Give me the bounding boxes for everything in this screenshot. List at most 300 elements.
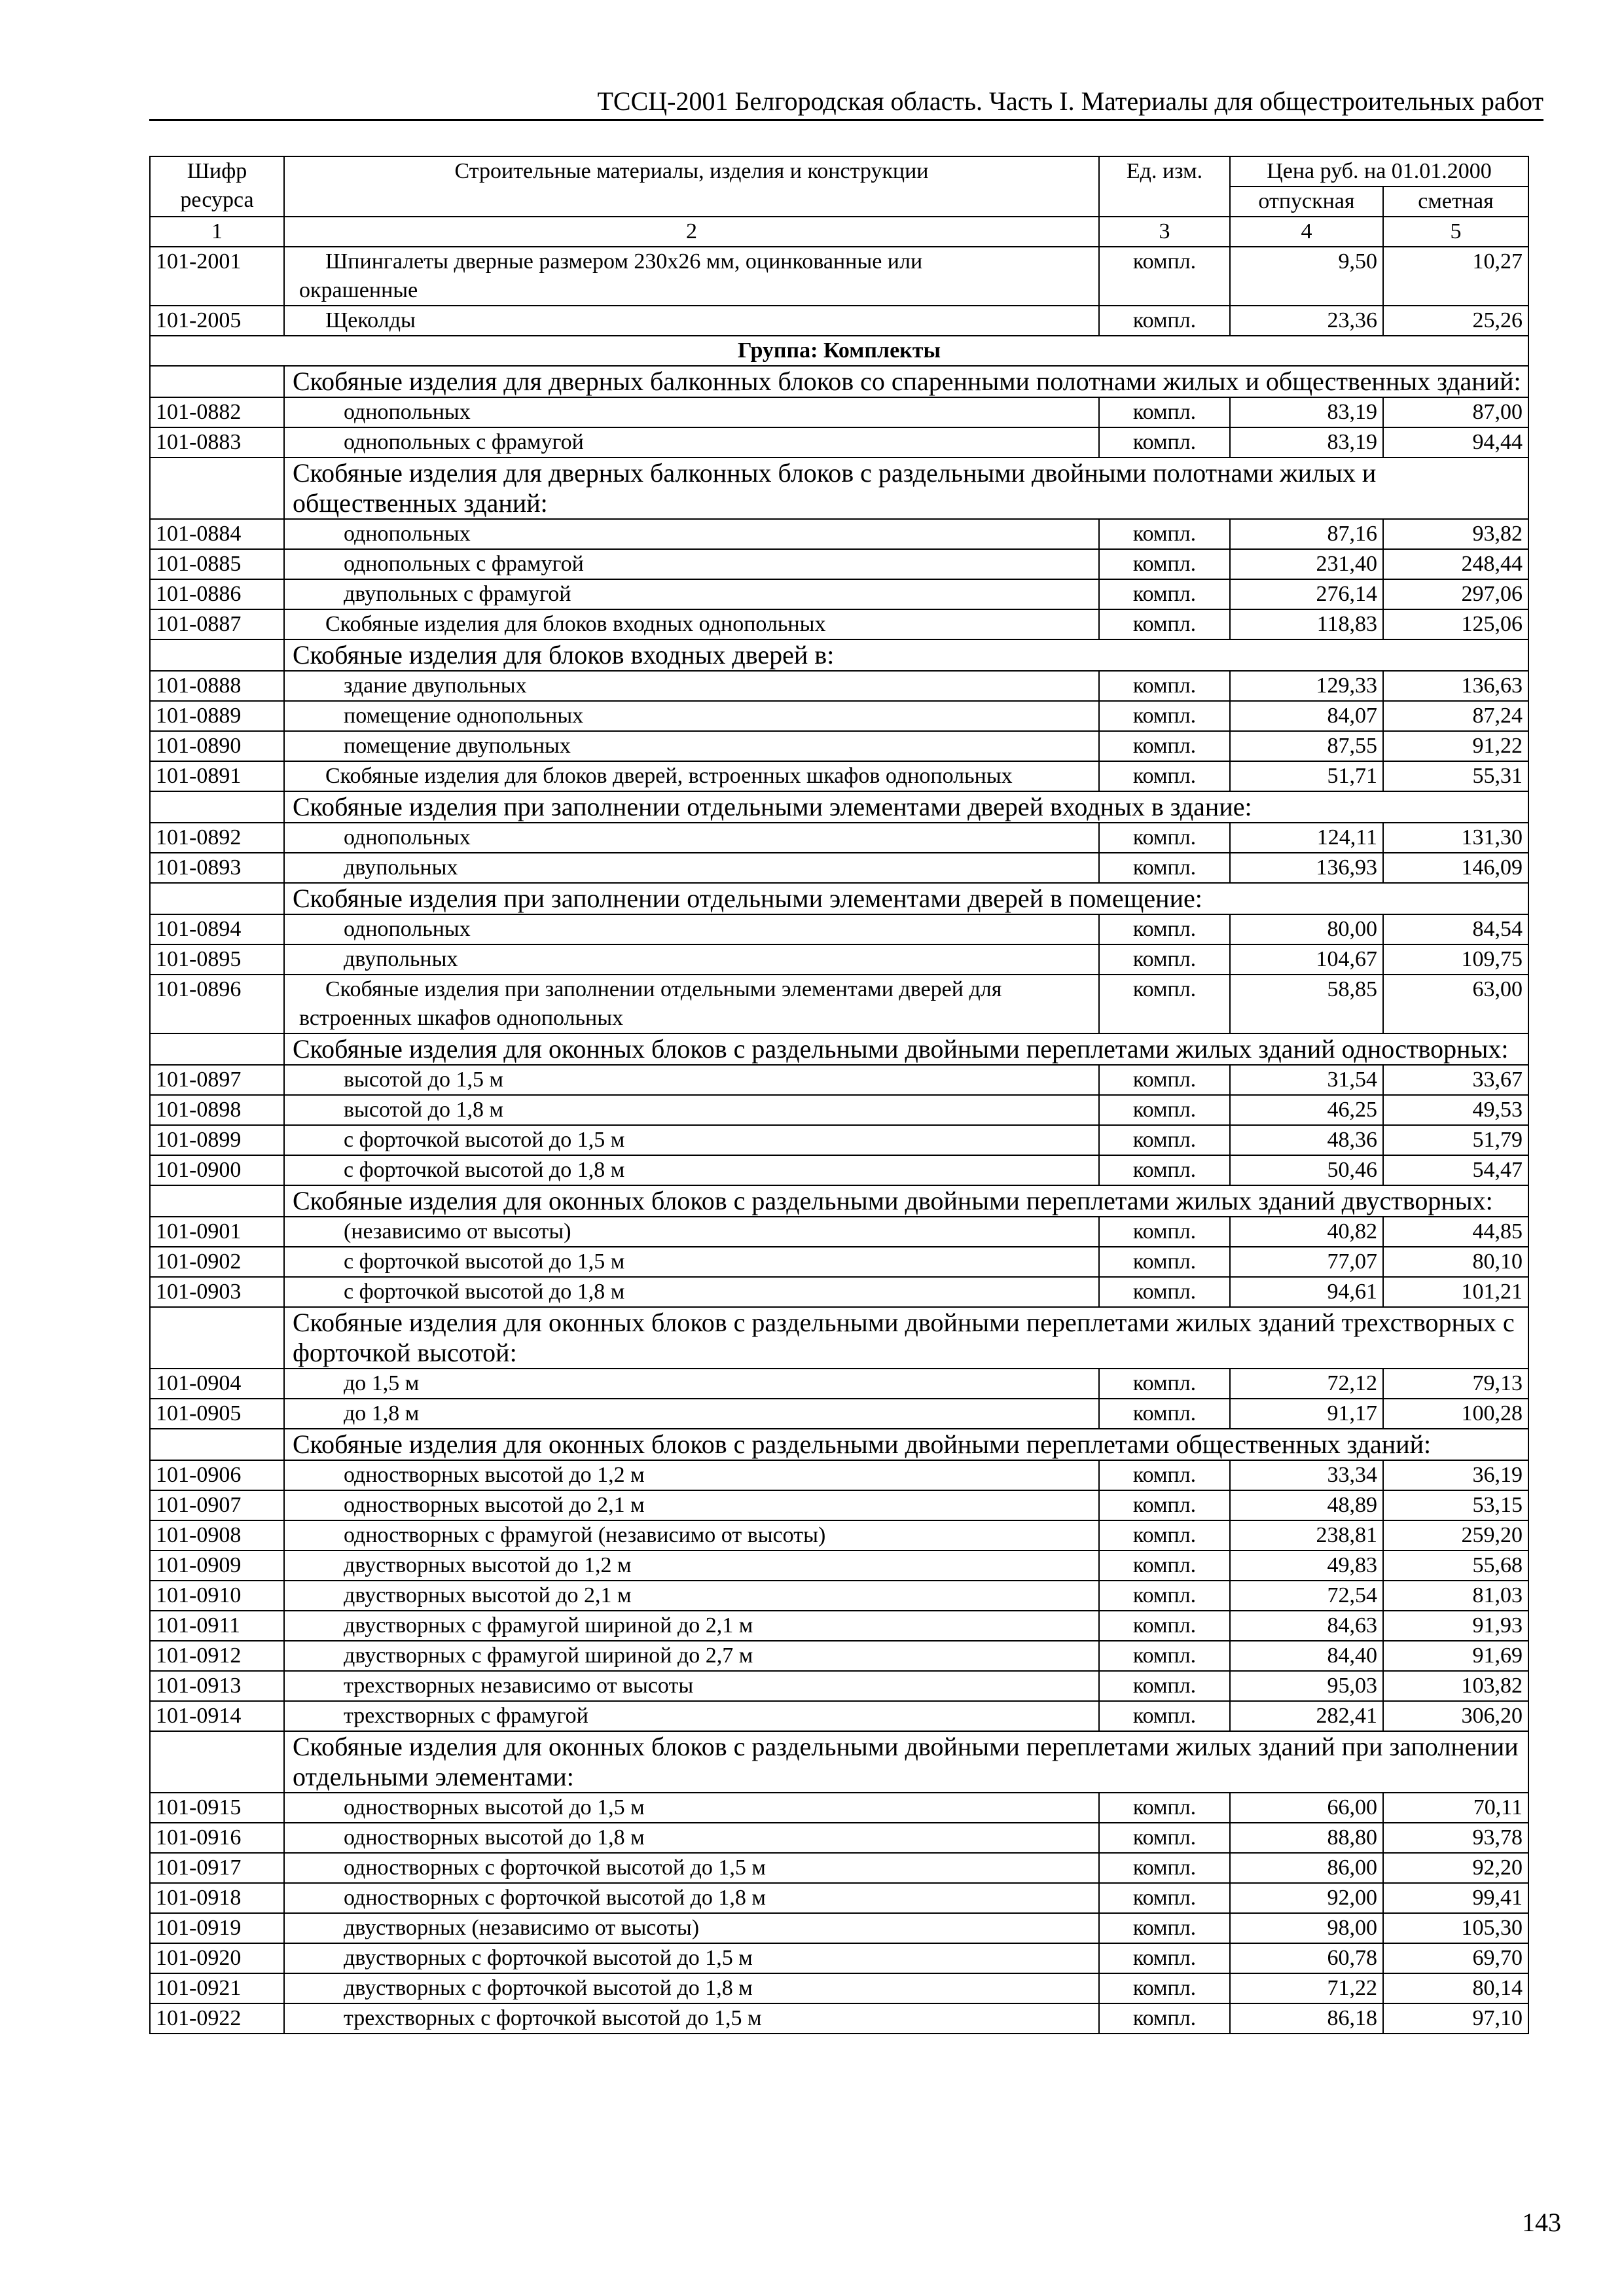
- material-name: одностворных высотой до 1,2 м: [344, 1463, 645, 1487]
- page-header: ТССЦ-2001 Белгородская область. Часть I. Материалы для общестроительных работ: [597, 86, 1543, 116]
- material-name-cell: [284, 1973, 1099, 2003]
- empty-code-cell: [150, 639, 284, 671]
- subgroup-heading: Скобяные изделия для дверных балконных блоков с раздельными двойными полотнами жилых и общественных зданий:: [284, 457, 1528, 519]
- resource-code: 101-0893: [150, 853, 284, 883]
- table-row: [150, 761, 1528, 791]
- empty-code-cell: [150, 1185, 284, 1217]
- unit-of-measure: компл.: [1099, 1883, 1230, 1913]
- material-name: одностворных с форточкой высотой до 1,8 м: [344, 1886, 766, 1910]
- table-row: [150, 1399, 1528, 1429]
- material-name-cell: [284, 1095, 1099, 1125]
- release-price: 91,17: [1230, 1399, 1383, 1429]
- unit-of-measure: компл.: [1099, 306, 1230, 336]
- table-row: [150, 1520, 1528, 1551]
- estimate-price: 79,13: [1383, 1369, 1528, 1399]
- resource-code: 101-0914: [150, 1701, 284, 1731]
- resource-code: 101-0899: [150, 1125, 284, 1155]
- release-price: 98,00: [1230, 1913, 1383, 1943]
- material-name-cell: [284, 701, 1099, 731]
- material-name: с форточкой высотой до 1,5 м: [344, 1249, 625, 1274]
- subgroup-heading-row: [150, 1185, 1528, 1217]
- unit-of-measure: компл.: [1099, 2003, 1230, 2034]
- material-name: помещение однопольных: [344, 704, 584, 728]
- material-name-cell: [284, 1581, 1099, 1611]
- release-price: 46,25: [1230, 1095, 1383, 1125]
- release-price: 124,11: [1230, 823, 1383, 853]
- material-name-cell: [284, 519, 1099, 549]
- table-row: [150, 1641, 1528, 1671]
- release-price: 31,54: [1230, 1065, 1383, 1095]
- release-price: 231,40: [1230, 549, 1383, 579]
- estimate-price: 70,11: [1383, 1793, 1528, 1823]
- table-row: [150, 427, 1528, 457]
- material-name-cell: [284, 1671, 1099, 1701]
- resource-code: 101-0922: [150, 2003, 284, 2034]
- unit-of-measure: компл.: [1099, 1823, 1230, 1853]
- release-price: 58,85: [1230, 975, 1383, 1033]
- unit-of-measure: компл.: [1099, 1369, 1230, 1399]
- material-name: трехстворных независимо от высоты: [344, 1674, 694, 1698]
- resource-code: 101-0887: [150, 609, 284, 639]
- release-price: 77,07: [1230, 1247, 1383, 1277]
- table-row: [150, 1247, 1528, 1277]
- estimate-price: 55,68: [1383, 1551, 1528, 1581]
- header-estimate-price: сметная: [1383, 187, 1528, 217]
- release-price: 80,00: [1230, 914, 1383, 944]
- subgroup-heading: Скобяные изделия при заполнении отдельными элементами дверей в помещение:: [284, 883, 1528, 914]
- resource-code: 101-0888: [150, 671, 284, 701]
- estimate-price: 97,10: [1383, 2003, 1528, 2034]
- subgroup-heading-row: [150, 639, 1528, 671]
- material-name: однопольных с фрамугой: [344, 552, 584, 576]
- release-price: 84,63: [1230, 1611, 1383, 1641]
- material-name-cell: [284, 1125, 1099, 1155]
- table-row: [150, 549, 1528, 579]
- unit-of-measure: компл.: [1099, 1460, 1230, 1490]
- resource-code: 101-0919: [150, 1913, 284, 1943]
- material-name-cell: [284, 1883, 1099, 1913]
- unit-of-measure: компл.: [1099, 1551, 1230, 1581]
- resource-code: 101-0890: [150, 731, 284, 761]
- empty-code-cell: [150, 1033, 284, 1065]
- unit-of-measure: компл.: [1099, 1853, 1230, 1883]
- empty-code-cell: [150, 791, 284, 823]
- release-price: 86,18: [1230, 2003, 1383, 2034]
- material-name: двустворных высотой до 2,1 м: [344, 1583, 632, 1607]
- release-price: 48,36: [1230, 1125, 1383, 1155]
- resource-code: 101-0913: [150, 1671, 284, 1701]
- price-table: [149, 156, 1529, 2034]
- table-row: [150, 1277, 1528, 1307]
- table-row: [150, 944, 1528, 975]
- material-name: двустворных с форточкой высотой до 1,8 м: [344, 1976, 753, 2000]
- material-name: [290, 975, 1093, 1033]
- release-price: 87,55: [1230, 731, 1383, 761]
- material-name-cell: [284, 2003, 1099, 2034]
- subgroup-heading-row: [150, 1307, 1528, 1369]
- estimate-price: 136,63: [1383, 671, 1528, 701]
- table-row: [150, 2003, 1528, 2034]
- release-price: 94,61: [1230, 1277, 1383, 1307]
- unit-of-measure: компл.: [1099, 1973, 1230, 2003]
- estimate-price: 248,44: [1383, 549, 1528, 579]
- material-name-cell: [284, 1611, 1099, 1641]
- estimate-price: 94,44: [1383, 427, 1528, 457]
- material-name: двустворных высотой до 1,2 м: [344, 1553, 632, 1577]
- release-price: 83,19: [1230, 427, 1383, 457]
- estimate-price: 105,30: [1383, 1913, 1528, 1943]
- material-name-cell: [284, 247, 1099, 306]
- release-price: 129,33: [1230, 671, 1383, 701]
- subgroup-heading-row: [150, 883, 1528, 914]
- resource-code: 101-0902: [150, 1247, 284, 1277]
- resource-code: 101-2001: [150, 247, 284, 306]
- table-row: [150, 1369, 1528, 1399]
- release-price: 282,41: [1230, 1701, 1383, 1731]
- table-row: [150, 1823, 1528, 1853]
- subgroup-heading-row: [150, 1429, 1528, 1460]
- estimate-price: 53,15: [1383, 1490, 1528, 1520]
- unit-of-measure: компл.: [1099, 1913, 1230, 1943]
- material-name-cell: [284, 1277, 1099, 1307]
- material-name: однопольных: [344, 917, 471, 941]
- unit-of-measure: компл.: [1099, 427, 1230, 457]
- release-price: 83,19: [1230, 397, 1383, 427]
- unit-of-measure: компл.: [1099, 1125, 1230, 1155]
- subgroup-heading-row: [150, 1731, 1528, 1793]
- table-header-row: [150, 156, 1528, 187]
- subgroup-heading: Скобяные изделия для оконных блоков с раздельными двойными переплетами жилых зданий одностворных:: [284, 1033, 1528, 1065]
- material-name-continuation: встроенных шкафов однопольных: [299, 1006, 624, 1030]
- resource-code: 101-0918: [150, 1883, 284, 1913]
- unit-of-measure: компл.: [1099, 1611, 1230, 1641]
- material-name: одностворных с форточкой высотой до 1,5 м: [344, 1856, 766, 1880]
- unit-of-measure: компл.: [1099, 761, 1230, 791]
- table-row: [150, 1913, 1528, 1943]
- resource-code: 101-0891: [150, 761, 284, 791]
- resource-code: 101-0908: [150, 1520, 284, 1551]
- table-row: [150, 1611, 1528, 1641]
- material-name-cell: [284, 609, 1099, 639]
- unit-of-measure: компл.: [1099, 1277, 1230, 1307]
- header-rule: [149, 119, 1543, 121]
- resource-code: 101-0900: [150, 1155, 284, 1185]
- material-name: с форточкой высотой до 1,8 м: [344, 1158, 625, 1182]
- material-name-continuation: окрашенные: [299, 278, 418, 302]
- table-row: [150, 1217, 1528, 1247]
- unit-of-measure: компл.: [1099, 944, 1230, 975]
- subgroup-heading: Скобяные изделия для дверных балконных блоков со спаренными полотнами жилых и общественных зданий:: [284, 366, 1528, 397]
- table-row: [150, 519, 1528, 549]
- material-name-cell: [284, 944, 1099, 975]
- estimate-price: 81,03: [1383, 1581, 1528, 1611]
- resource-code: 101-0915: [150, 1793, 284, 1823]
- unit-of-measure: компл.: [1099, 1581, 1230, 1611]
- release-price: 118,83: [1230, 609, 1383, 639]
- resource-code: 101-0920: [150, 1943, 284, 1973]
- material-name: одностворных с фрамугой (независимо от высоты): [344, 1523, 826, 1547]
- table-row: [150, 1701, 1528, 1731]
- resource-code: 101-0898: [150, 1095, 284, 1125]
- material-name: однопольных: [344, 522, 471, 546]
- material-name-cell: [284, 1701, 1099, 1731]
- empty-code-cell: [150, 883, 284, 914]
- material-name: Скобяные изделия для блоков дверей, встроенных шкафов однопольных: [325, 764, 1013, 788]
- resource-code: 101-0892: [150, 823, 284, 853]
- resource-code: 101-0916: [150, 1823, 284, 1853]
- table-row: [150, 609, 1528, 639]
- material-name: однопольных: [344, 825, 471, 850]
- table-row: [150, 1460, 1528, 1490]
- unit-of-measure: компл.: [1099, 1671, 1230, 1701]
- estimate-price: 51,79: [1383, 1125, 1528, 1155]
- material-name-cell: [284, 549, 1099, 579]
- resource-code: 101-0904: [150, 1369, 284, 1399]
- estimate-price: 131,30: [1383, 823, 1528, 853]
- estimate-price: 87,24: [1383, 701, 1528, 731]
- table-row: [150, 1853, 1528, 1883]
- material-name-cell: [284, 1823, 1099, 1853]
- column-number: 4: [1230, 217, 1383, 247]
- material-name-cell: [284, 1913, 1099, 1943]
- material-name-cell: [284, 853, 1099, 883]
- resource-code: 101-0882: [150, 397, 284, 427]
- table-row: [150, 247, 1528, 306]
- material-name: высотой до 1,8 м: [344, 1098, 503, 1122]
- release-price: 136,93: [1230, 853, 1383, 883]
- resource-code: 101-0912: [150, 1641, 284, 1671]
- material-name: высотой до 1,5 м: [344, 1067, 503, 1092]
- resource-code: 101-0921: [150, 1973, 284, 2003]
- estimate-price: 55,31: [1383, 761, 1528, 791]
- table-row: [150, 1490, 1528, 1520]
- material-name: двупольных: [344, 855, 458, 880]
- material-name-cell: [284, 579, 1099, 609]
- resource-code: 101-0903: [150, 1277, 284, 1307]
- unit-of-measure: компл.: [1099, 1490, 1230, 1520]
- unit-of-measure: компл.: [1099, 247, 1230, 306]
- material-name-cell: [284, 1520, 1099, 1551]
- estimate-price: 103,82: [1383, 1671, 1528, 1701]
- release-price: 51,71: [1230, 761, 1383, 791]
- table-row: [150, 1793, 1528, 1823]
- unit-of-measure: компл.: [1099, 823, 1230, 853]
- table-row: [150, 1551, 1528, 1581]
- unit-of-measure: компл.: [1099, 1641, 1230, 1671]
- estimate-price: 297,06: [1383, 579, 1528, 609]
- material-name-cell: [284, 427, 1099, 457]
- header-price: Цена руб. на 01.01.2000: [1230, 156, 1528, 187]
- release-price: 48,89: [1230, 1490, 1383, 1520]
- material-name: трехстворных с фрамугой: [344, 1704, 588, 1728]
- unit-of-measure: компл.: [1099, 1217, 1230, 1247]
- material-name: здание двупольных: [344, 673, 527, 698]
- subgroup-heading: Скобяные изделия для оконных блоков с раздельными двойными переплетами общественных зданий:: [284, 1429, 1528, 1460]
- table-row: [150, 975, 1528, 1033]
- table-row: [150, 1581, 1528, 1611]
- release-price: 84,07: [1230, 701, 1383, 731]
- subgroup-heading: Скобяные изделия для оконных блоков с раздельными двойными переплетами жилых зданий двустворных:: [284, 1185, 1528, 1217]
- table-row: [150, 1973, 1528, 2003]
- release-price: 66,00: [1230, 1793, 1383, 1823]
- estimate-price: 63,00: [1383, 975, 1528, 1033]
- material-name: двустворных (независимо от высоты): [344, 1916, 700, 1940]
- header-name: Строительные материалы, изделия и конструкции: [284, 156, 1099, 217]
- material-name-cell: [284, 1065, 1099, 1095]
- estimate-price: 44,85: [1383, 1217, 1528, 1247]
- table-row: [150, 914, 1528, 944]
- material-name-cell: [284, 671, 1099, 701]
- release-price: 9,50: [1230, 247, 1383, 306]
- release-price: 92,00: [1230, 1883, 1383, 1913]
- header-release-price: отпускная: [1230, 187, 1383, 217]
- table-row: [150, 1065, 1528, 1095]
- table-row: [150, 1125, 1528, 1155]
- unit-of-measure: компл.: [1099, 731, 1230, 761]
- empty-code-cell: [150, 1307, 284, 1369]
- table-row: [150, 823, 1528, 853]
- table-row: [150, 1943, 1528, 1973]
- material-name-cell: [284, 397, 1099, 427]
- release-price: 88,80: [1230, 1823, 1383, 1853]
- material-name-cell: [284, 914, 1099, 944]
- material-name: с форточкой высотой до 1,5 м: [344, 1128, 625, 1152]
- subgroup-heading-row: [150, 366, 1528, 397]
- estimate-price: 84,54: [1383, 914, 1528, 944]
- material-name: одностворных высотой до 2,1 м: [344, 1493, 645, 1517]
- table-row: [150, 701, 1528, 731]
- release-price: 84,40: [1230, 1641, 1383, 1671]
- unit-of-measure: компл.: [1099, 397, 1230, 427]
- table-row: [150, 671, 1528, 701]
- resource-code: 101-0901: [150, 1217, 284, 1247]
- unit-of-measure: компл.: [1099, 1399, 1230, 1429]
- release-price: 95,03: [1230, 1671, 1383, 1701]
- material-name-cell: [284, 731, 1099, 761]
- resource-code: 101-2005: [150, 306, 284, 336]
- group-heading: Группа: Комплекты: [150, 336, 1528, 366]
- resource-code: 101-0896: [150, 975, 284, 1033]
- material-name: до 1,8 м: [344, 1401, 420, 1426]
- empty-code-cell: [150, 1429, 284, 1460]
- unit-of-measure: компл.: [1099, 609, 1230, 639]
- estimate-price: 69,70: [1383, 1943, 1528, 1973]
- material-name-line: Скобяные изделия при заполнении отдельными элементами дверей для: [325, 977, 1002, 1001]
- estimate-price: 49,53: [1383, 1095, 1528, 1125]
- estimate-price: 91,69: [1383, 1641, 1528, 1671]
- unit-of-measure: компл.: [1099, 853, 1230, 883]
- table-row: [150, 731, 1528, 761]
- release-price: 87,16: [1230, 519, 1383, 549]
- table-row: [150, 306, 1528, 336]
- subgroup-heading-row: [150, 791, 1528, 823]
- empty-code-cell: [150, 366, 284, 397]
- column-number: 2: [284, 217, 1099, 247]
- unit-of-measure: компл.: [1099, 579, 1230, 609]
- material-name-cell: [284, 1369, 1099, 1399]
- material-name-cell: [284, 1551, 1099, 1581]
- material-name-cell: [284, 1460, 1099, 1490]
- resource-code: 101-0906: [150, 1460, 284, 1490]
- estimate-price: 125,06: [1383, 609, 1528, 639]
- material-name-cell: [284, 1793, 1099, 1823]
- unit-of-measure: компл.: [1099, 1701, 1230, 1731]
- estimate-price: 93,78: [1383, 1823, 1528, 1853]
- material-name-cell: [284, 761, 1099, 791]
- material-name-cell: [284, 1943, 1099, 1973]
- material-name: помещение двупольных: [344, 734, 571, 758]
- material-name: Скобяные изделия для блоков входных однопольных: [325, 612, 826, 636]
- subgroup-heading-row: [150, 457, 1528, 519]
- material-name-cell: [284, 1641, 1099, 1671]
- page-number: 143: [1522, 2208, 1561, 2237]
- resource-code: 101-0894: [150, 914, 284, 944]
- material-name: одностворных высотой до 1,5 м: [344, 1795, 645, 1820]
- material-name-cell: [284, 1247, 1099, 1277]
- material-name-cell: [284, 1399, 1099, 1429]
- resource-code: 101-0884: [150, 519, 284, 549]
- unit-of-measure: компл.: [1099, 1155, 1230, 1185]
- material-name: однопольных: [344, 400, 471, 424]
- unit-of-measure: компл.: [1099, 671, 1230, 701]
- unit-of-measure: компл.: [1099, 1943, 1230, 1973]
- release-price: 50,46: [1230, 1155, 1383, 1185]
- estimate-price: 80,10: [1383, 1247, 1528, 1277]
- material-name-cell: [284, 1490, 1099, 1520]
- release-price: 104,67: [1230, 944, 1383, 975]
- group-heading-row: [150, 336, 1528, 366]
- estimate-price: 101,21: [1383, 1277, 1528, 1307]
- subgroup-heading: Скобяные изделия для оконных блоков с раздельными двойными переплетами жилых зданий при заполнении отдельными элементами:: [284, 1731, 1528, 1793]
- subgroup-heading-row: [150, 1033, 1528, 1065]
- empty-code-cell: [150, 457, 284, 519]
- unit-of-measure: компл.: [1099, 1065, 1230, 1095]
- material-name: с форточкой высотой до 1,8 м: [344, 1280, 625, 1304]
- table-row: [150, 397, 1528, 427]
- release-price: 72,12: [1230, 1369, 1383, 1399]
- subgroup-heading: Скобяные изделия для блоков входных дверей в:: [284, 639, 1528, 671]
- release-price: 23,36: [1230, 306, 1383, 336]
- release-price: 40,82: [1230, 1217, 1383, 1247]
- header-code: Шифр ресурса: [150, 156, 284, 217]
- table-row: [150, 1095, 1528, 1125]
- release-price: 33,34: [1230, 1460, 1383, 1490]
- column-number: 3: [1099, 217, 1230, 247]
- material-name-cell: [284, 823, 1099, 853]
- resource-code: 101-0907: [150, 1490, 284, 1520]
- estimate-price: 109,75: [1383, 944, 1528, 975]
- header-unit: Ед. изм.: [1099, 156, 1230, 217]
- material-name: [290, 247, 1093, 305]
- material-name: однопольных с фрамугой: [344, 430, 584, 454]
- material-name-line: Шпингалеты дверные размером 230х26 мм, оцинкованные или: [325, 249, 923, 274]
- resource-code: 101-0883: [150, 427, 284, 457]
- estimate-price: 146,09: [1383, 853, 1528, 883]
- material-name-cell: [284, 1155, 1099, 1185]
- material-name: Щеколды: [325, 308, 416, 332]
- unit-of-measure: компл.: [1099, 1520, 1230, 1551]
- estimate-price: 100,28: [1383, 1399, 1528, 1429]
- material-name-cell: [284, 306, 1099, 336]
- table-row: [150, 1671, 1528, 1701]
- unit-of-measure: компл.: [1099, 914, 1230, 944]
- unit-of-measure: компл.: [1099, 1095, 1230, 1125]
- material-name: двустворных с фрамугой шириной до 2,7 м: [344, 1643, 753, 1668]
- estimate-price: 91,93: [1383, 1611, 1528, 1641]
- resource-code: 101-0909: [150, 1551, 284, 1581]
- estimate-price: 93,82: [1383, 519, 1528, 549]
- material-name-cell: [284, 1217, 1099, 1247]
